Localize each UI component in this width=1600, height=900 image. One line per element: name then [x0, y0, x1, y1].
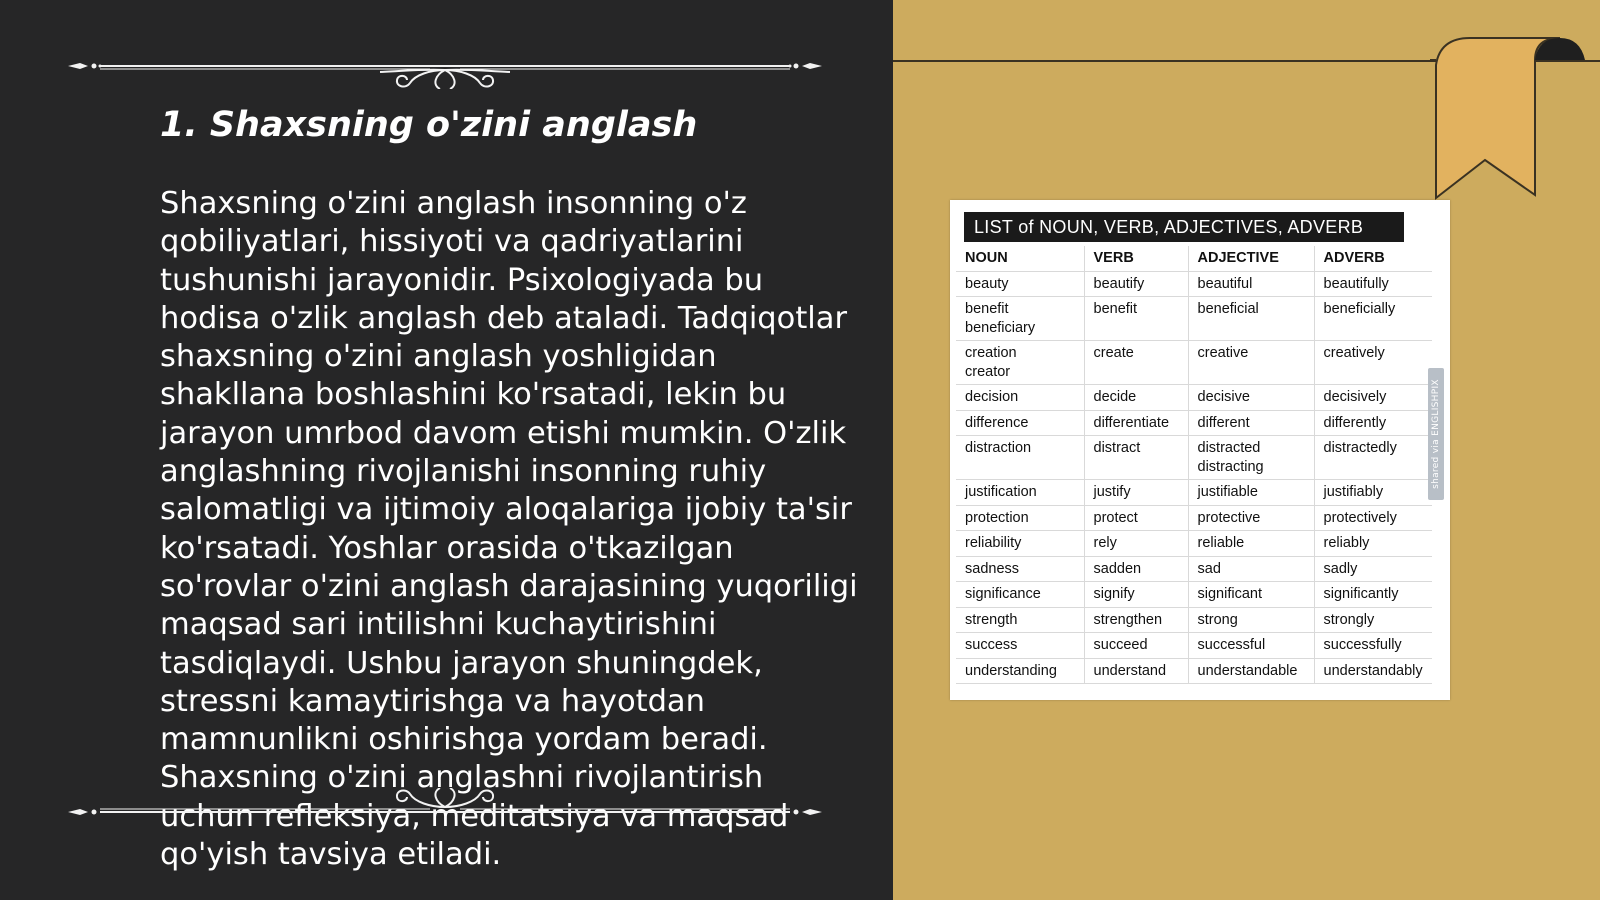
- cell-noun: [956, 505, 1084, 531]
- word: sadness: [965, 560, 1020, 577]
- word: strength: [965, 611, 1018, 628]
- word: justify: [1093, 484, 1131, 500]
- word: create: [1093, 345, 1134, 361]
- word: justifiably: [1323, 484, 1384, 500]
- table-row: [956, 582, 1432, 608]
- table-row: [956, 410, 1432, 436]
- word: understand: [1093, 662, 1167, 679]
- cell-verb: [1084, 633, 1188, 659]
- cell-noun: [956, 410, 1084, 436]
- word: creatively: [1323, 345, 1385, 361]
- cell-verb: [1084, 505, 1188, 531]
- cell-noun: [956, 633, 1084, 659]
- word: strong: [1197, 611, 1238, 628]
- cell-adverb: [1314, 297, 1432, 341]
- table-row: [956, 658, 1432, 684]
- cell-adjective: [1188, 531, 1314, 557]
- word: distraction: [965, 440, 1032, 456]
- column-header-adverb: ADVERB: [1314, 246, 1432, 271]
- cell-adjective: [1188, 297, 1314, 341]
- cell-adverb: [1314, 582, 1432, 608]
- cell-noun: [956, 531, 1084, 557]
- column-header-verb: VERB: [1084, 246, 1188, 271]
- cell-noun: [956, 385, 1084, 411]
- table-row: [956, 271, 1432, 297]
- word: reliable: [1197, 535, 1245, 551]
- word: different: [1197, 414, 1250, 431]
- cell-verb: [1084, 341, 1188, 385]
- word: sadly: [1323, 560, 1358, 577]
- word: sad: [1197, 560, 1221, 577]
- cell-noun: [956, 607, 1084, 633]
- slide-title: 1. Shaxsning o'zini anglash: [160, 105, 698, 145]
- table-row: [956, 505, 1432, 531]
- word: creative: [1197, 345, 1249, 361]
- watermark-text: shared via ENGLISHPIX: [1431, 379, 1441, 489]
- word: significant: [1197, 586, 1262, 602]
- word: difference: [965, 414, 1029, 431]
- word: significance: [965, 586, 1041, 602]
- word: strongly: [1323, 611, 1375, 628]
- table-row: [956, 607, 1432, 633]
- word: success: [965, 637, 1018, 653]
- cell-adverb: [1314, 633, 1432, 659]
- cell-verb: [1084, 385, 1188, 411]
- vocabulary-table: [956, 246, 1432, 684]
- column-header-noun: NOUN: [956, 246, 1084, 271]
- column-header-adjective: ADJECTIVE: [1188, 246, 1314, 271]
- cell-adverb: [1314, 385, 1432, 411]
- word: creation: [965, 345, 1017, 361]
- cell-noun: [956, 341, 1084, 385]
- cell-adverb: [1314, 480, 1432, 506]
- cell-verb: [1084, 531, 1188, 557]
- cell-adjective: [1188, 582, 1314, 608]
- word: signify: [1093, 586, 1135, 602]
- cell-adjective: [1188, 385, 1314, 411]
- word: justifiable: [1197, 484, 1258, 500]
- word: differentiate: [1093, 414, 1170, 431]
- watermark-badge: [1428, 368, 1444, 500]
- cell-adverb: [1314, 271, 1432, 297]
- cell-adverb: [1314, 531, 1432, 557]
- table-row: [956, 556, 1432, 582]
- cell-noun: [956, 480, 1084, 506]
- word: decisive: [1197, 389, 1250, 405]
- word: beneficial: [1197, 301, 1259, 317]
- cell-adjective: [1188, 556, 1314, 582]
- vocabulary-image: [950, 200, 1450, 700]
- word: beneficially: [1323, 301, 1396, 317]
- word: distractedly: [1323, 440, 1397, 456]
- word: benefit: [1093, 301, 1138, 317]
- cell-noun: [956, 436, 1084, 480]
- cell-verb: [1084, 658, 1188, 684]
- word: rely: [1093, 535, 1117, 551]
- cell-verb: [1084, 582, 1188, 608]
- word: understandable: [1197, 662, 1298, 679]
- cell-verb: [1084, 436, 1188, 480]
- cell-verb: [1084, 271, 1188, 297]
- vocabulary-header-row: [956, 246, 1432, 271]
- cell-adjective: [1188, 607, 1314, 633]
- cell-adjective: [1188, 410, 1314, 436]
- word: creator: [965, 363, 1011, 380]
- slide-body-text: Shaxsning o'zini anglash insonning o'z qobiliyatlari, hissiyoti va qadriyatlarini tushunishi jarayonidir. Psixologiyada bu hodisa o'zlik anglash deb ataladi. Tadqiqotlar shaxsning o'zini anglash yoshligidan shakllana boshlashini ko'rsatadi, lekin bu jarayon umrbod davom etishi mumkin. O'zlik anglashning rivojlanishi insonning ruhiy salomatligi va ijtimoiy aloqalariga ijobiy ta'sir ko'rsatadi. Yoshlar orasida o'tkazilgan so'rovlar o'zini anglash darajasining yuqoriligi maqsad sari intilishni kuchaytirishini tasdiqlaydi. Ushbu jarayon shuningdek, stressni kamaytirishga va hayotdan mamnunlikni oshirishga yordam beradi. Shaxsning o'zini anglashni rivojlantirish uchun refleksiya, meditatsiya va maqsad qo'yish tavsiya etiladi.: [160, 186, 858, 873]
- cell-verb: [1084, 410, 1188, 436]
- cell-adverb: [1314, 658, 1432, 684]
- word: beauty: [965, 275, 1009, 292]
- cell-verb: [1084, 607, 1188, 633]
- word: successfully: [1323, 637, 1402, 653]
- table-row: [956, 436, 1432, 480]
- word: beneficiary: [965, 319, 1036, 336]
- word: reliably: [1323, 535, 1370, 551]
- word: protection: [965, 509, 1029, 526]
- cell-adverb: [1314, 505, 1432, 531]
- cell-adverb: [1314, 556, 1432, 582]
- word: protective: [1197, 509, 1261, 526]
- cell-verb: [1084, 297, 1188, 341]
- table-row: [956, 341, 1432, 385]
- word: protectively: [1323, 509, 1397, 526]
- word: benefit: [965, 301, 1009, 317]
- cell-noun: [956, 556, 1084, 582]
- word: succeed: [1093, 637, 1148, 653]
- word: distracted: [1197, 440, 1261, 456]
- cell-adjective: [1188, 480, 1314, 506]
- word: reliability: [965, 535, 1022, 551]
- bookmark-ribbon-icon: [1430, 30, 1600, 205]
- word: beautifully: [1323, 275, 1389, 292]
- word: distracting: [1197, 458, 1264, 475]
- vocabulary-rows: [956, 271, 1432, 684]
- word: understandably: [1323, 662, 1423, 679]
- table-row: [956, 480, 1432, 506]
- cell-adjective: [1188, 658, 1314, 684]
- cell-noun: [956, 271, 1084, 297]
- cell-noun: [956, 297, 1084, 341]
- word: strengthen: [1093, 611, 1163, 628]
- word: sadden: [1093, 560, 1142, 577]
- top-divider-ornament: [60, 45, 830, 89]
- word: beautify: [1093, 275, 1145, 292]
- word: decide: [1093, 389, 1137, 405]
- cell-adjective: [1188, 505, 1314, 531]
- cell-adverb: [1314, 436, 1432, 480]
- cell-noun: [956, 658, 1084, 684]
- cell-verb: [1084, 556, 1188, 582]
- cell-adjective: [1188, 436, 1314, 480]
- cell-verb: [1084, 480, 1188, 506]
- table-row: [956, 297, 1432, 341]
- word: successful: [1197, 637, 1266, 653]
- word: understanding: [965, 662, 1057, 679]
- word: protect: [1093, 509, 1138, 526]
- cell-adverb: [1314, 410, 1432, 436]
- cell-adjective: [1188, 271, 1314, 297]
- word: beautiful: [1197, 275, 1253, 292]
- word: decision: [965, 389, 1019, 405]
- word: significantly: [1323, 586, 1399, 602]
- vocabulary-header: LIST of NOUN, VERB, ADJECTIVES, ADVERB: [964, 212, 1404, 242]
- cell-adverb: [1314, 341, 1432, 385]
- table-row: [956, 385, 1432, 411]
- word: decisively: [1323, 389, 1387, 405]
- table-row: [956, 633, 1432, 659]
- cell-adjective: [1188, 633, 1314, 659]
- word: differently: [1323, 414, 1387, 431]
- word: justification: [965, 484, 1037, 500]
- cell-noun: [956, 582, 1084, 608]
- bottom-divider-ornament: [60, 788, 830, 832]
- cell-adjective: [1188, 341, 1314, 385]
- cell-adverb: [1314, 607, 1432, 633]
- word: distract: [1093, 440, 1141, 456]
- table-row: [956, 531, 1432, 557]
